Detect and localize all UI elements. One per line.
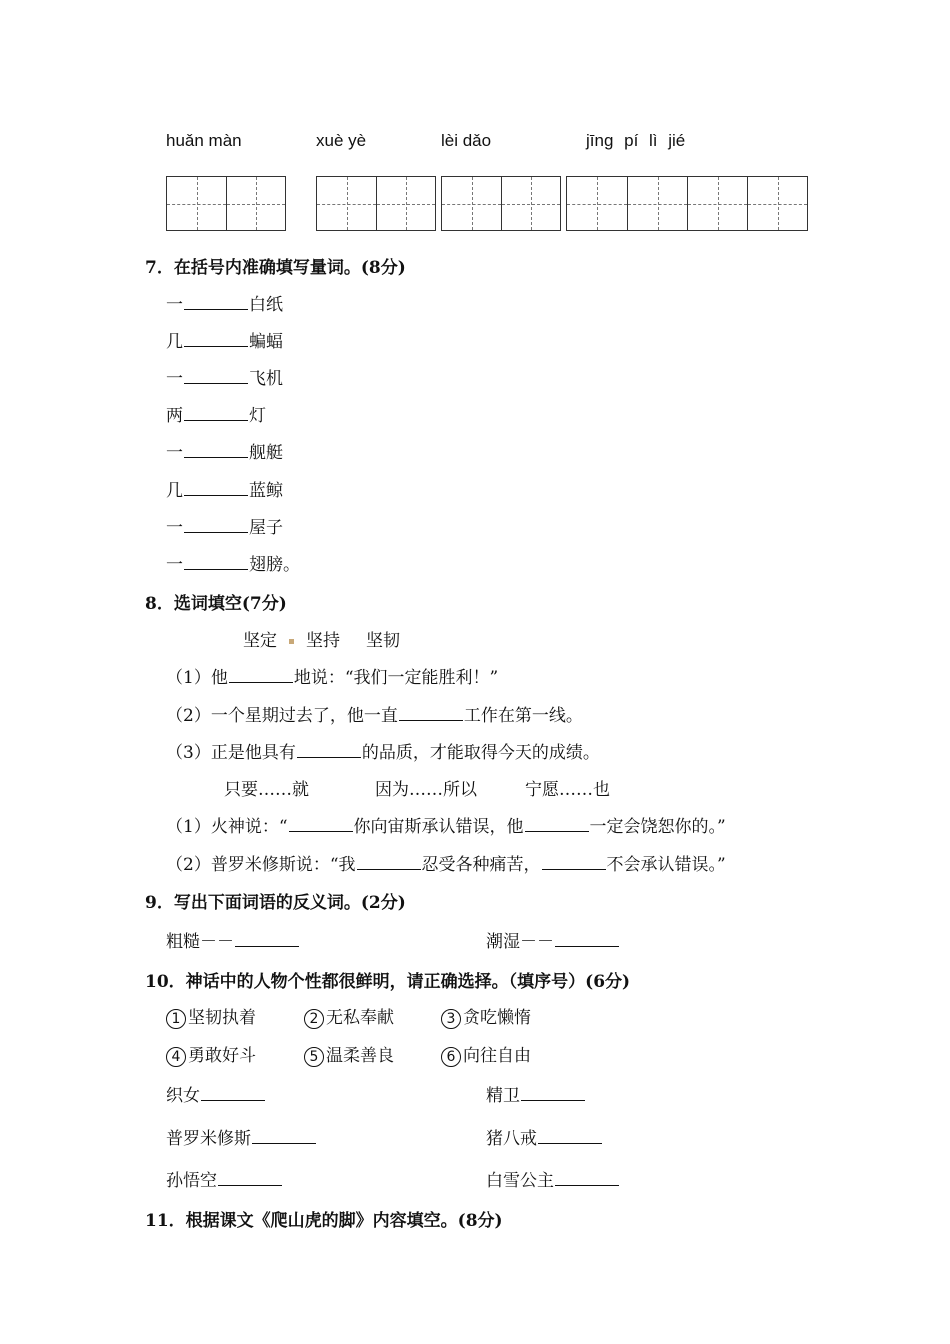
q10-name-3: 普罗米修斯 — [166, 1124, 317, 1149]
answer-blank[interactable] — [184, 308, 248, 310]
q10-name-2: 精卫 — [486, 1081, 586, 1106]
answer-blank[interactable] — [184, 345, 248, 347]
answer-blank[interactable] — [357, 868, 421, 870]
word-option: 宁愿……也 — [525, 780, 610, 800]
q8-title: 8．选词填空(7分) — [145, 594, 287, 614]
answer-blank[interactable] — [289, 830, 353, 832]
answer-blank[interactable] — [297, 756, 361, 758]
answer-blank[interactable] — [525, 830, 589, 832]
writing-grid-2[interactable] — [316, 176, 436, 231]
q11-title: 11．根据课文《爬山虎的脚》内容填空。(8分) — [145, 1211, 503, 1231]
q7-item-2: 几 蝙蝠 — [166, 332, 283, 352]
q10-option-1: 1 坚韧执着 — [166, 1003, 256, 1029]
answer-blank[interactable] — [555, 945, 619, 947]
answer-blank[interactable] — [538, 1142, 602, 1144]
q10-option-5: 5 温柔善良 — [304, 1041, 394, 1067]
q8-sentence-2: （2）一个星期过去了，他一直 工作在第一线。 — [166, 706, 583, 726]
answer-blank[interactable] — [184, 568, 248, 570]
answer-blank[interactable] — [555, 1184, 619, 1186]
q9-right: 潮湿－－ — [486, 927, 620, 952]
answer-blank[interactable] — [229, 681, 293, 683]
q8-sentence-1: （1）他 地说：“我们一定能胜利！” — [166, 668, 499, 688]
answer-blank[interactable] — [218, 1184, 282, 1186]
word-option: 坚韧 — [366, 631, 400, 651]
answer-blank[interactable] — [521, 1099, 585, 1101]
pinyin-3: lèi dǎo — [441, 131, 492, 150]
q10-name-5: 孙悟空 — [166, 1166, 283, 1191]
q9-title: 9．写出下面词语的反义词。(2分) — [145, 893, 406, 913]
q10-name-6: 白雪公主 — [486, 1166, 620, 1191]
answer-blank[interactable] — [252, 1142, 316, 1144]
word-option: 坚持 — [306, 631, 340, 651]
q7-item-5: 一 舰艇 — [166, 443, 283, 463]
pinyin-2: xuè yè — [316, 131, 367, 150]
answer-blank[interactable] — [235, 945, 299, 947]
answer-blank[interactable] — [184, 494, 248, 496]
word-option: 因为……所以 — [375, 780, 477, 800]
q8-sentence-4: （1）火神说：“ 你向宙斯承认错误，他 一定会饶恕你的。” — [166, 817, 726, 837]
q7-item-7: 一 屋子 — [166, 518, 283, 538]
q8-word-bank-2 — [224, 775, 610, 800]
q7-item-1: 一 白纸 — [166, 295, 283, 315]
q7-item-6: 几 蓝鲸 — [166, 481, 283, 501]
q7-item-3: 一 飞机 — [166, 369, 283, 389]
q10-name-1: 织女 — [166, 1081, 266, 1106]
answer-blank[interactable] — [184, 456, 248, 458]
q10-option-3: 3 贪吃懒惰 — [441, 1003, 531, 1029]
answer-blank[interactable] — [184, 419, 248, 421]
word-option: 只要……就 — [224, 780, 309, 800]
writing-grid-4[interactable] — [566, 176, 808, 231]
q10-name-4: 猪八戒 — [486, 1124, 603, 1149]
q10-option-4: 4 勇敢好斗 — [166, 1041, 256, 1067]
q10-title: 10．神话中的人物个性都很鲜明，请正确选择。（填序号）(6分) — [145, 972, 631, 992]
q8-word-bank-1 — [243, 626, 400, 651]
answer-blank[interactable] — [399, 719, 463, 721]
q8-sentence-5: （2）普罗米修斯说：“我 忍受各种痛苦， 不会承认错误。” — [166, 855, 726, 875]
answer-blank[interactable] — [184, 531, 248, 533]
writing-grid-3[interactable] — [441, 176, 561, 231]
answer-blank[interactable] — [201, 1099, 265, 1101]
q7-title: 7．在括号内准确填写量词。(8分) — [145, 258, 406, 278]
word-option: 坚定 — [243, 631, 277, 651]
pinyin-4: jīng pí lì jié — [586, 131, 686, 150]
q7-item-4: 两 灯 — [166, 406, 266, 426]
answer-blank[interactable] — [542, 868, 606, 870]
answer-blank[interactable] — [184, 382, 248, 384]
q10-option-6: 6 向往自由 — [441, 1041, 531, 1067]
q7-item-8: 一 翅膀。 — [166, 555, 300, 575]
q9-left: 粗糙－－ — [166, 927, 300, 952]
q8-sentence-3: （3）正是他具有 的品质，才能取得今天的成绩。 — [166, 743, 600, 763]
q10-option-2: 2 无私奉献 — [304, 1003, 394, 1029]
pinyin-1: huǎn màn — [166, 131, 242, 150]
writing-grid-1[interactable] — [166, 176, 286, 231]
